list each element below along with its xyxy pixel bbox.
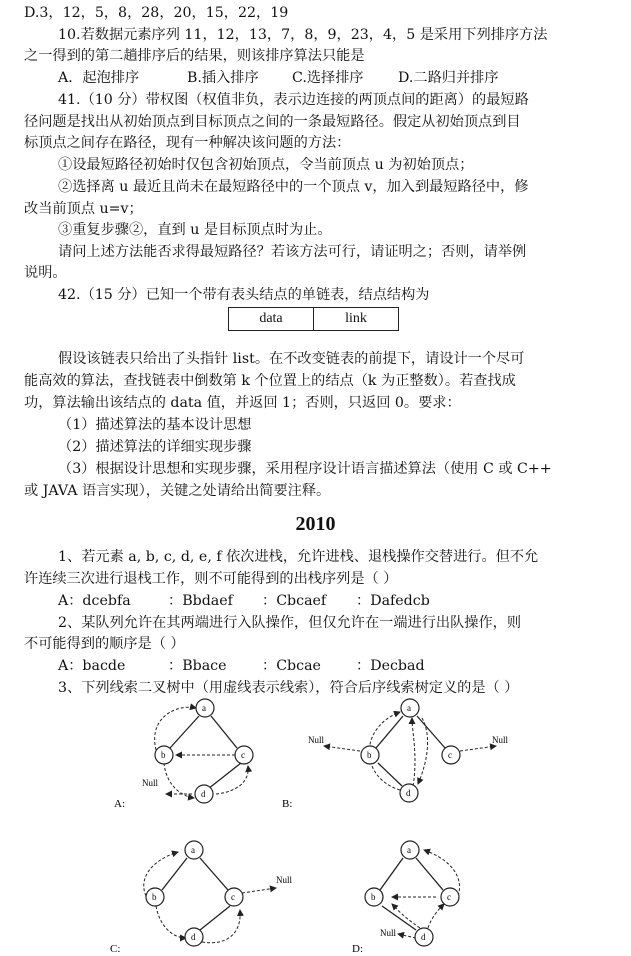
node-structure-table xyxy=(228,307,399,331)
mc2-option-c: ：Cbcae xyxy=(262,658,321,674)
mc2-line1: 2、某队列允许在其两端进行入队操作，但仅允许在一端进行出队操作，则 xyxy=(58,615,522,631)
prev-option-d: D.3，12，5，8，28，20，15，22，19 xyxy=(24,5,289,21)
q42-para-line1: 假设该链表只给出了头指针 list。在不改变链表的前提下，请设计一个尽可 xyxy=(58,351,525,367)
mc1-option-b: ：Bbdaef xyxy=(168,593,233,609)
node-d-label: d xyxy=(201,789,206,799)
tree-diagram-c xyxy=(108,838,308,956)
null-label: Null xyxy=(142,778,159,788)
node-d-label: d xyxy=(406,788,411,798)
q41-ask-line2: 说明。 xyxy=(24,265,67,281)
node-c-label: c xyxy=(231,892,235,902)
section-year-heading: 2010 xyxy=(295,513,336,535)
tree-diagram-a xyxy=(108,696,278,814)
q10-line1: 10.若数据元素序列 11，12，13，7，8，9，23，4，5 是采用下列排序方法 xyxy=(58,27,548,43)
null-label: Null xyxy=(380,928,397,938)
node-field-data: data xyxy=(229,308,314,331)
node-d-label: d xyxy=(421,932,426,942)
tree-c-label: C: xyxy=(110,943,121,955)
mc3-line1: 3、下列线索二叉树中（用虚线表示线索），符合后序线索树定义的是（ ） xyxy=(58,680,519,696)
mc1-option-d: ：Dafedcb xyxy=(356,593,430,609)
q42-req1: （1）描述算法的基本设计思想 xyxy=(58,417,252,433)
node-field-link: link xyxy=(314,308,399,331)
node-b-label: b xyxy=(367,750,372,760)
null-label: Null xyxy=(276,875,293,885)
q41-line3: 标顶点之间存在路径，现有一种解决该问题的方法： xyxy=(24,135,351,151)
mc1-option-a: A：dcebfa xyxy=(58,593,131,609)
q10-option-c: C.选择排序 xyxy=(292,70,364,86)
node-c-label: c xyxy=(448,750,452,760)
q41-ask-line1: 请问上述方法能否求得最短路径？若该方法可行，请证明之；否则，请举例 xyxy=(58,244,527,260)
null-label-right: Null xyxy=(492,735,509,745)
q42-para-line3: 功，算法输出该结点的 data 值，并返回 1；否则，只返回 0。要求： xyxy=(24,395,461,411)
node-b-label: b xyxy=(161,750,166,760)
q41-line2: 径问题是找出从初始顶点到目标顶点之间的一条最短路径。假定从初始顶点到目 xyxy=(24,114,521,130)
node-d-label: d xyxy=(191,932,196,942)
mc2-option-b: ：Bbace xyxy=(168,658,227,674)
mc1-line2: 许连续三次进行退栈工作，则不可能得到的出栈序列是（ ） xyxy=(24,571,398,587)
tree-diagram-d xyxy=(340,838,500,956)
tree-a-label: A: xyxy=(114,798,125,810)
node-a-label: a xyxy=(407,703,411,713)
node-c-label: c xyxy=(241,750,245,760)
mc1-option-c: ：Cbcaef xyxy=(262,593,327,609)
mc1-line1: 1、若元素 a, b, c, d, e, f 依次进栈，允许进栈、退栈操作交替进行。但不允 xyxy=(58,549,539,565)
null-label-left: Null xyxy=(308,735,325,745)
tree-b-label: B: xyxy=(282,798,293,810)
q10-option-d: D.二路归并排序 xyxy=(398,70,499,86)
q41-step3: ③重复步骤②，直到 u 是目标顶点时为止。 xyxy=(58,222,332,238)
q42-line1: 42.（15 分）已知一个带有表头结点的单链表，结点结构为 xyxy=(58,287,430,303)
q42-req2: （2）描述算法的详细实现步骤 xyxy=(58,439,252,455)
mc2-option-a: A：bacde xyxy=(58,658,126,674)
q10-option-a: A．起泡排序 xyxy=(58,70,140,86)
q42-req3-line1: （3）根据设计思想和实现步骤，采用程序设计语言描述算法（使用 C 或 C++ xyxy=(58,461,552,477)
q10-line2: 之一得到的第二趟排序后的结果，则该排序算法只能是 xyxy=(24,48,365,64)
q41-step2-line2: 改当前顶点 u=v； xyxy=(24,201,143,217)
node-b-label: b xyxy=(371,892,376,902)
node-b-label: b xyxy=(152,892,157,902)
q41-line1: 41.（10 分）带权图（权值非负，表示边连接的两顶点间的距离）的最短路 xyxy=(58,92,529,108)
tree-d-label: D: xyxy=(352,943,363,955)
mc2-option-d: ：Decbad xyxy=(356,658,425,674)
mc2-line2: 不可能得到的顺序是（ ） xyxy=(24,636,185,652)
q41-step2-line1: ②选择离 u 最近且尚未在最短路径中的一个顶点 v，加入到最短路径中，修 xyxy=(58,179,529,195)
node-a-label: a xyxy=(191,845,195,855)
node-c-label: c xyxy=(447,892,451,902)
q42-req3-line2: 或 JAVA 语言实现），关键之处请给出简要注释。 xyxy=(24,483,331,499)
node-a-label: a xyxy=(202,703,206,713)
tree-diagram-b xyxy=(282,696,530,814)
node-a-label: a xyxy=(407,845,411,855)
q10-option-b: B.插入排序 xyxy=(187,70,259,86)
q41-step1: ①设最短路径初始时仅包含初始顶点，令当前顶点 u 为初始顶点； xyxy=(58,157,474,173)
q42-para-line2: 能高效的算法，查找链表中倒数第 k 个位置上的结点（k 为正整数）。若查找成 xyxy=(24,373,516,389)
